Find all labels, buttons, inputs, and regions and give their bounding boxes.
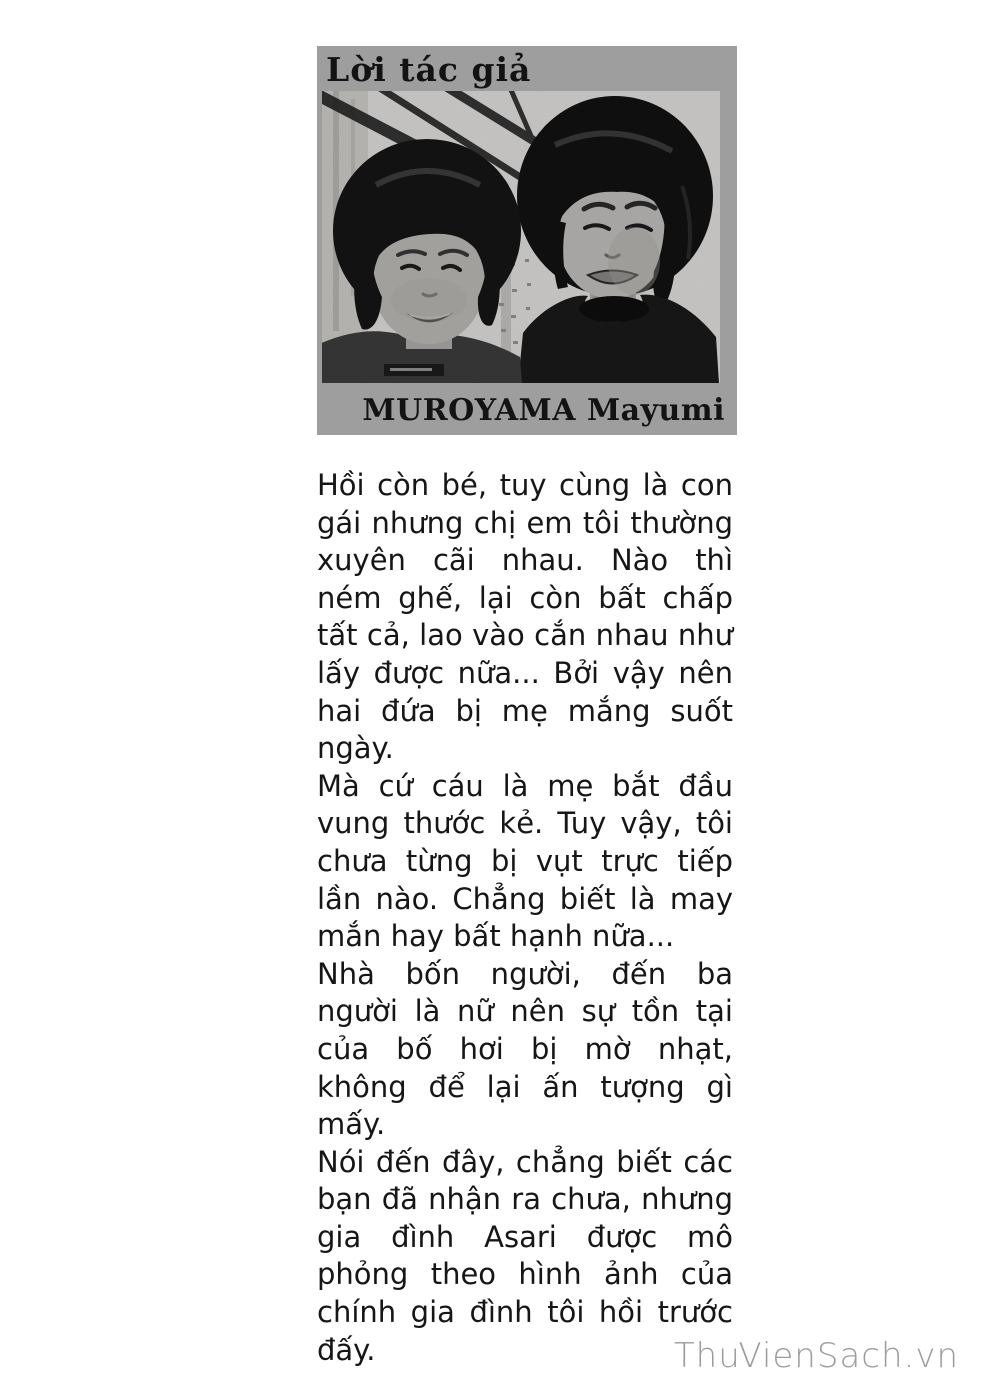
author-box <box>317 46 737 435</box>
author-photo-illustration <box>322 91 720 383</box>
paragraph-3: Nhà bốn người, đến ba người là nữ nên sự tồn tại của bố hơi bị mờ nhạt, không để lại ấn tượng gì mấy. <box>317 956 733 1142</box>
watermark: ThuVienSach.vn <box>673 1336 959 1376</box>
author-photo <box>322 91 720 383</box>
paragraph-4: Nói đến đây, chẳng biết các bạn đã nhận ra chưa, nhưng gia đình Asari được mô phỏng theo hình ảnh của chính gia đình tôi hồi trước đấy. <box>317 1144 733 1367</box>
author-note-text <box>317 467 733 1369</box>
section-title: Lời tác giả <box>326 50 532 89</box>
paragraph-2: Mà cứ cáu là mẹ bắt đầu vung thước kẻ. Tuy vậy, tôi chưa từng bị vụt trực tiếp lần nào. Chẳng biết là may mắn hay bất hạnh nữa... <box>317 768 733 954</box>
photo-caption: MUROYAMA Mayumi <box>362 393 725 428</box>
paragraph-1: Hồi còn bé, tuy cùng là con gái nhưng chị em tôi thường xuyên cãi nhau. Nào thì ném ghế, lại còn bất chấp tất cả, lao vào cắn nhau như lấy được nữa... Bởi vậy nên hai đứa bị mẹ mắng suốt ngày. <box>317 468 733 766</box>
